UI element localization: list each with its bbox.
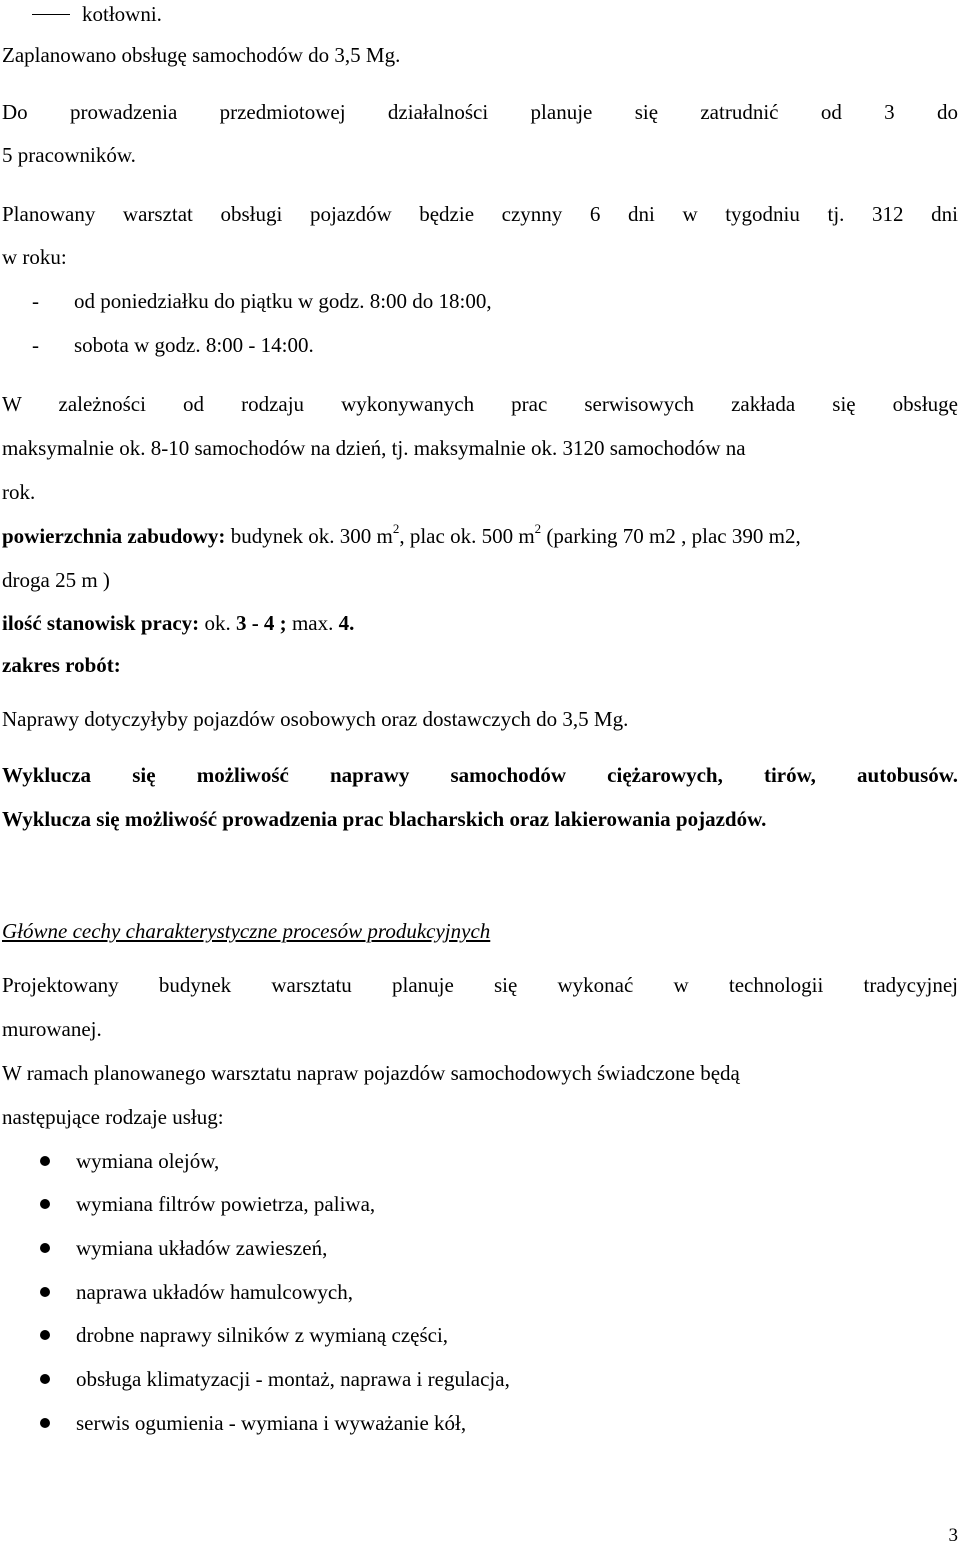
hours-text: od poniedziałku do piątku w godz. 8:00 do 18:00, xyxy=(74,289,492,313)
text-line: droga 25 m ) xyxy=(2,568,110,592)
list-item: naprawa układów hamulcowych, xyxy=(76,1280,353,1304)
text-line: w roku: xyxy=(2,245,67,269)
exclusion-line: Wyklucza się możliwość naprawy samochodów ciężarowych, tirów, autobusów. xyxy=(2,763,958,787)
bullet-icon xyxy=(40,1287,50,1297)
text-line: rok. xyxy=(2,480,36,504)
dash-bullet xyxy=(32,14,70,15)
bullet-icon xyxy=(40,1418,50,1428)
bullet-icon xyxy=(40,1156,50,1166)
hyphen-bullet: - xyxy=(32,289,39,313)
bullet-icon xyxy=(40,1374,50,1384)
scope-label: zakres robót: xyxy=(2,653,121,677)
text-line: W zależności od rodzaju wykonywanych prac serwisowych zakłada się obsługę xyxy=(2,392,958,416)
text-line: Planowany warsztat obsługi pojazdów będzie czynny 6 dni w tygodniu tj. 312 dni xyxy=(2,202,958,226)
workstations-line: ilość stanowisk pracy: ok. 3 - 4 ; max. 4. xyxy=(2,611,355,635)
list-item: obsługa klimatyzacji - montaż, naprawa i regulacja, xyxy=(76,1367,510,1391)
bullet-icon xyxy=(40,1199,50,1209)
list-item: serwis ogumienia - wymiana i wyważanie kół, xyxy=(76,1411,467,1435)
dash-list-item xyxy=(2,0,958,28)
hours-text: sobota w godz. 8:00 - 14:00. xyxy=(74,333,314,357)
text-line: maksymalnie ok. 8-10 samochodów na dzień, tj. maksymalnie ok. 3120 samochodów na xyxy=(2,436,746,460)
text-line: Naprawy dotyczyłyby pojazdów osobowych oraz dostawczych do 3,5 Mg. xyxy=(2,707,629,731)
page-number: 3 xyxy=(948,1525,958,1546)
text-line: Zaplanowano obsługę samochodów do 3,5 Mg. xyxy=(2,43,401,67)
exclusion-line: Wyklucza się możliwość prowadzenia prac blacharskich oraz lakierowania pojazdów. xyxy=(2,807,767,831)
hours-item xyxy=(2,287,958,315)
text-line: kotłowni. xyxy=(82,2,162,26)
list-item: wymiana układów zawieszeń, xyxy=(76,1236,328,1260)
bullet-icon xyxy=(40,1243,50,1253)
text-line: W ramach planowanego warsztatu napraw pojazdów samochodowych świadczone będą xyxy=(2,1061,740,1085)
text-line: murowanej. xyxy=(2,1017,102,1041)
hours-item xyxy=(2,331,958,359)
section-heading: Główne cechy charakterystyczne procesów produkcyjnych xyxy=(2,919,491,943)
area-label: powierzchnia zabudowy: xyxy=(2,524,226,548)
area-line: powierzchnia zabudowy: budynek ok. 300 $m^2$, plac ok. 500 $m^2$ (parking 70 m2 , plac 390 m2, xyxy=(2,521,801,548)
text-line: Do prowadzenia przedmiotowej działalności planuje się zatrudnić od 3 do xyxy=(2,100,958,124)
hyphen-bullet: - xyxy=(32,333,39,357)
list-item: wymiana filtrów powietrza, paliwa, xyxy=(76,1192,376,1216)
text-line: następujące rodzaje usług: xyxy=(2,1105,224,1129)
text-line: 5 pracowników. xyxy=(2,143,136,167)
workstations-label: ilość stanowisk pracy: xyxy=(2,611,200,635)
bullet-icon xyxy=(40,1330,50,1340)
list-item: drobne naprawy silników z wymianą części, xyxy=(76,1323,449,1347)
text-line: Projektowany budynek warsztatu planuje się wykonać w technologii tradycyjnej xyxy=(2,973,958,997)
list-item: wymiana olejów, xyxy=(76,1149,220,1173)
